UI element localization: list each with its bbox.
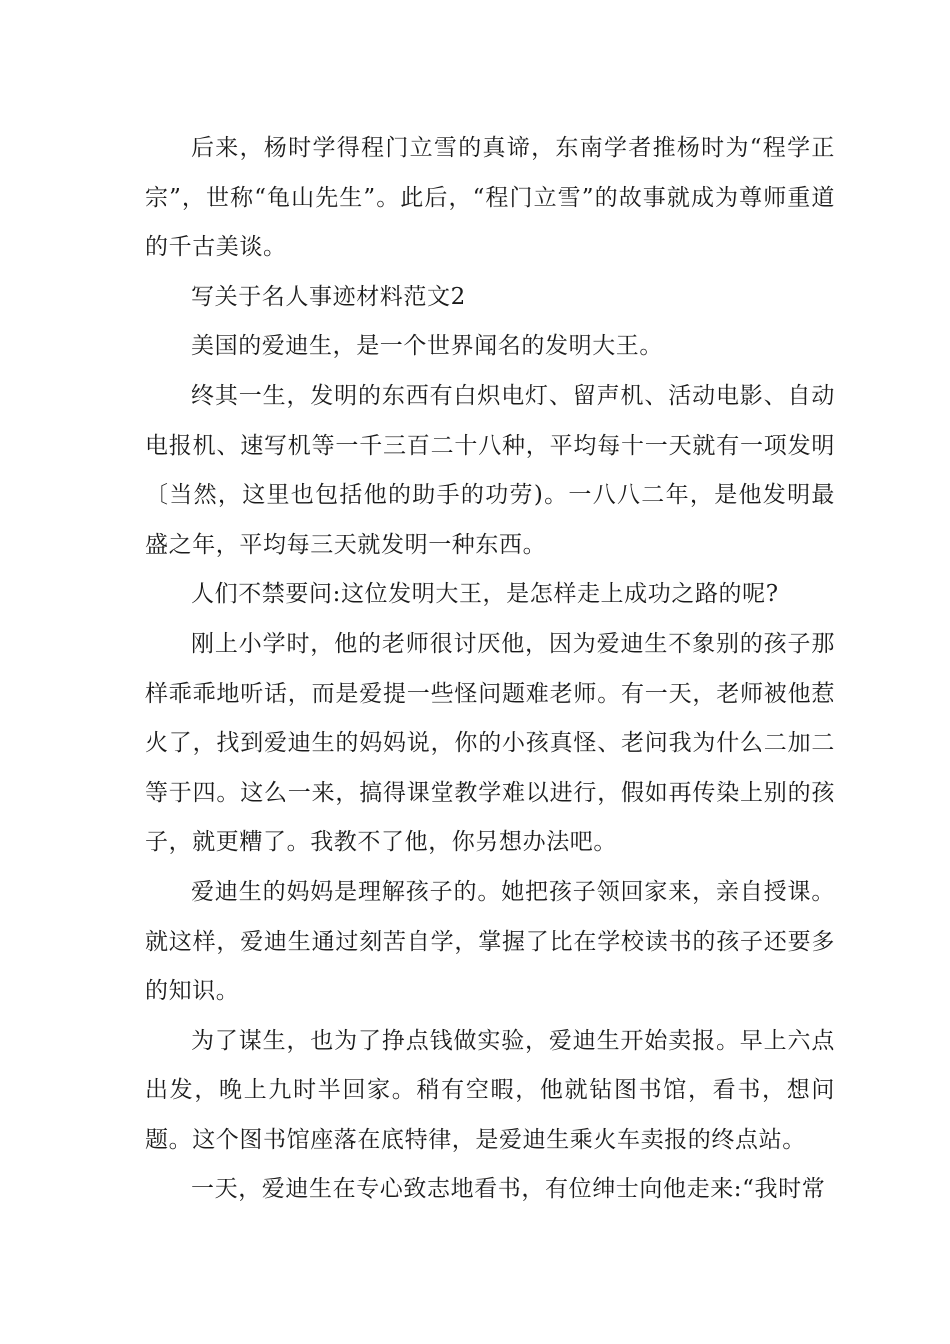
paragraph-chengmen-conclusion: 后来，杨时学得程门立雪的真谛，东南学者推杨时为“程学正宗”，世称“龟山先生”。此后，“程门立雪”的故事就成为尊师重道的千古美谈。: [145, 135, 835, 261]
paragraph-edison-inventions: 终其一生，发明的东西有白炽电灯、留声机、活动电影、自动电报机、速写机等一千三百二十八种，平均每十一天就有一项发明〔当然，这里也包括他的助手的功劳)。一八八二年，是他发明最盛之年，平均每三天就发明一种东西。: [145, 382, 835, 558]
paragraph-newspaper: 为了谋生，也为了挣点钱做实验，爱迪生开始卖报。早上六点出发，晚上九时半回家。稍有空暇，他就钻图书馆，看书，想问题。这个图书馆座落在底特律，是爱迪生乘火车卖报的终点站。: [145, 1027, 835, 1153]
paragraph-mother: 爱迪生的妈妈是理解孩子的。她把孩子领回家来，亲自授课。就这样，爱迪生通过刻苦自学，掌握了比在学校读书的孩子还要多的知识。: [145, 878, 835, 1005]
paragraph-gentleman: 一天，爱迪生在专心致志地看书，有位绅士向他走来:“我时常: [191, 1176, 826, 1203]
paragraph-school: 刚上小学时，他的老师很讨厌他，因为爱迪生不象别的孩子那样乖乖地听话，而是爱提一些怪问题难老师。有一天，老师被他惹火了，找到爱迪生的妈妈说，你的小孩真怪、老问我为什么二加二等于四。这么一来，搞得课堂教学难以进行，假如再传染上别的孩子，就更糟了。我教不了他，你另想办法吧。: [145, 630, 835, 856]
paragraph-question: 人们不禁要问:这位发明大王，是怎样走上成功之路的呢?: [191, 581, 779, 608]
document-body: [145, 124, 835, 1215]
section-heading: 写关于名人事迹材料范文2: [191, 283, 466, 310]
paragraph-edison-intro: 美国的爱迪生，是一个世界闻名的发明大王。: [191, 333, 663, 360]
